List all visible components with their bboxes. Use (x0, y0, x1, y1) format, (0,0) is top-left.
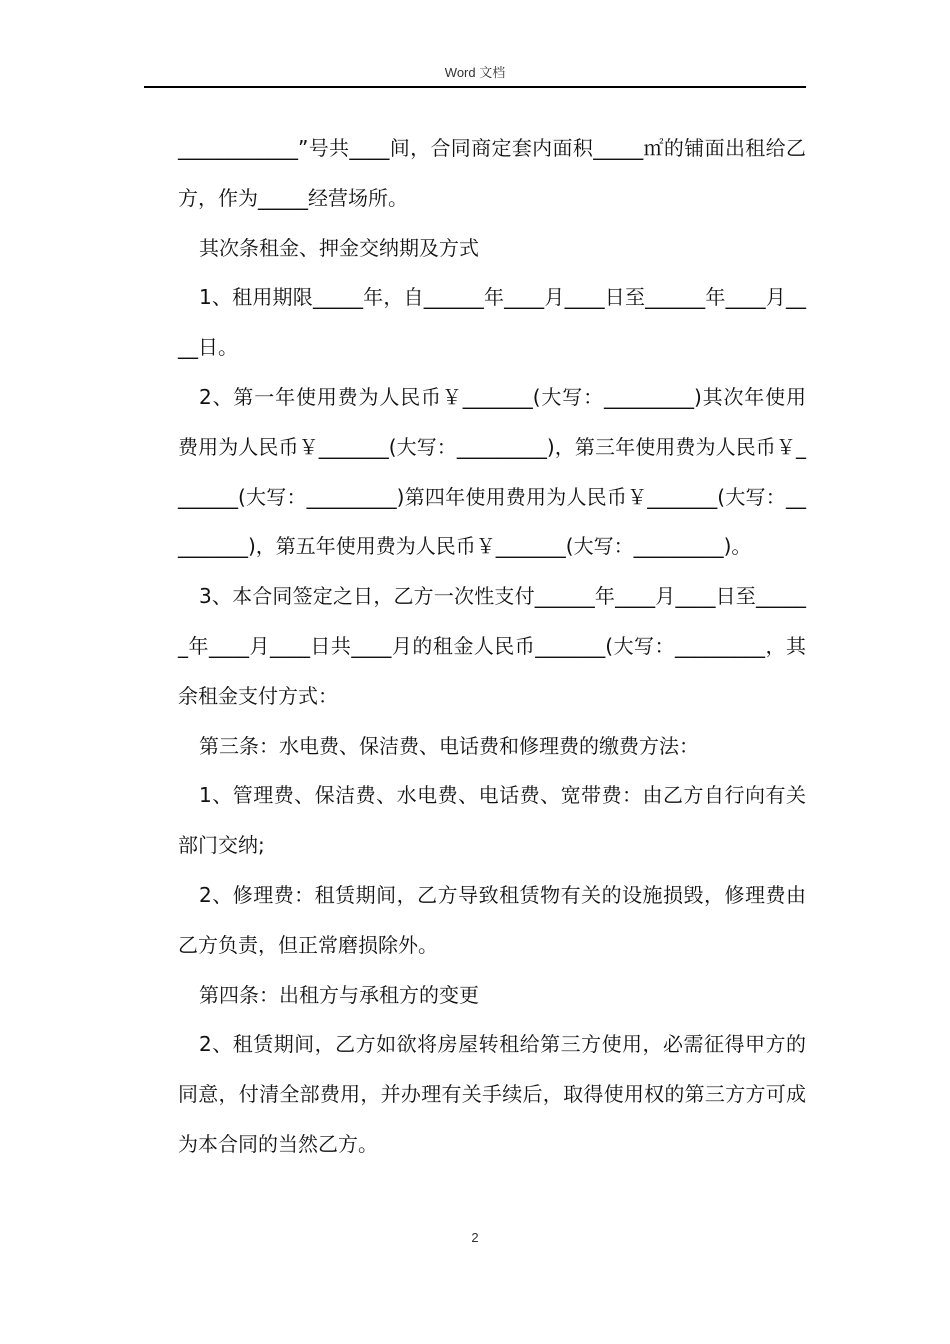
header-divider (144, 86, 806, 88)
paragraph-article-3-heading: 第三条：水电费、保洁费、电话费和修理费的缴费方法： (199, 733, 699, 758)
paragraph-article-4-heading: 第四条：出租方与承租方的变更 (199, 982, 479, 1007)
paragraph-management-fees: 1、管理费、保洁费、水电费、电话费、宽带费：由乙方自行向有关部门交纳; (178, 783, 806, 858)
page-number: 2 (471, 1230, 479, 1245)
paragraph-article-2-heading: 其次条租金、押金交纳期及方式 (199, 235, 479, 260)
paragraph-sublease: 2、租赁期间，乙方如欲将房屋转租给第三方使用，必需征得甲方的同意，付清全部费用，并办理有关手续后，取得使用权的第三方方可成为本合同的当然乙方。 (178, 1032, 806, 1156)
paragraph-shop-area: ____________”号共____间，合同商定套内面积_____㎡的铺面出租给乙方，作为_____经营场所。 (178, 136, 806, 210)
document-body (178, 124, 806, 1170)
paragraph-lease-term: 1、租用期限_____年，自______年____月____日至______年____月____日。 (178, 285, 806, 360)
paragraph-rent-payment: 3、本合同签定之日，乙方一次性支付______年____月____日至______年____月____日共____月的租金人民币_______(大写：_________，其余租金支付方式： (178, 584, 806, 708)
page-header-title: Word 文档 (444, 65, 506, 80)
paragraph-annual-fees: 2、第一年使用费为人民币￥_______(大写：_________)其次年使用费用为人民币￥_______(大写：_________)，第三年使用费为人民币￥_______(大写：_________)第四年使用费用为人民币￥_______(大写：_________)，第五年使用费为人民币￥_______(大写：_________)。 (178, 384, 806, 559)
paragraph-repair-fees: 2、修理费：租赁期间，乙方导致租赁物有关的设施损毁，修理费由乙方负责，但正常磨损除外。 (178, 882, 806, 957)
